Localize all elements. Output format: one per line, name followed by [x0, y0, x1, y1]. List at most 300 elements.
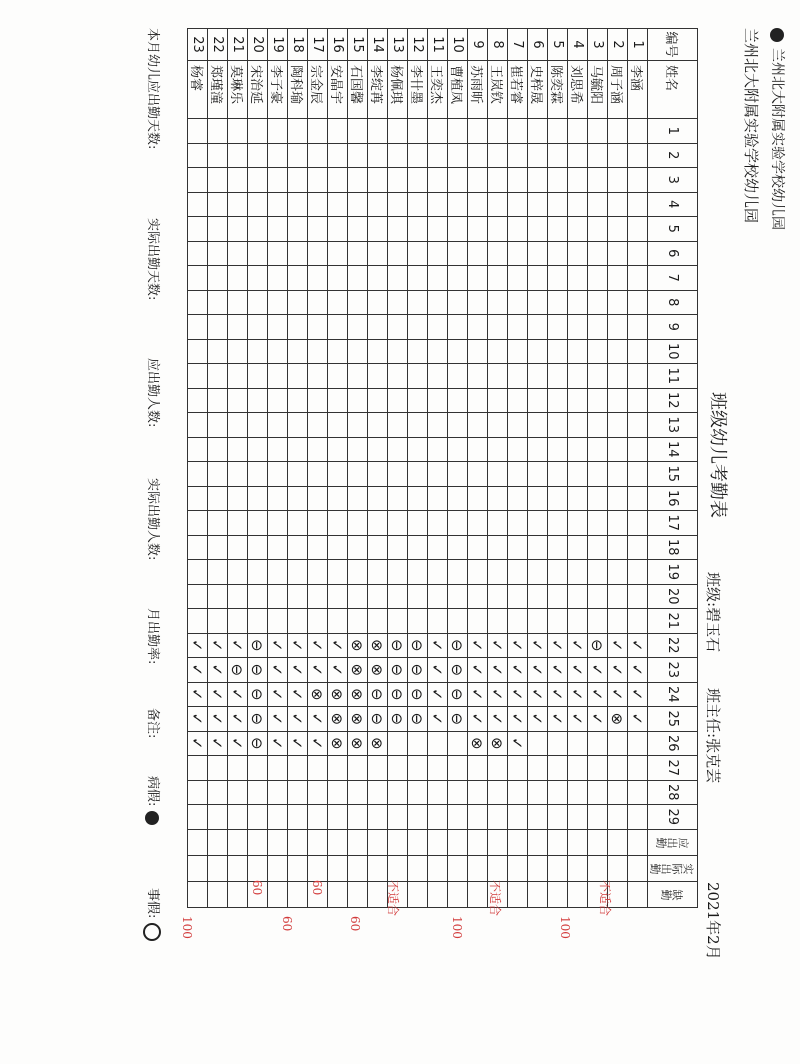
attendance-cell: [227, 487, 247, 512]
attendance-cell: [507, 536, 527, 561]
attendance-mark: ✓: [327, 658, 347, 683]
attendance-cell: [227, 413, 247, 438]
header-expected: 应出勤: [647, 830, 697, 856]
attendance-cell: [227, 560, 247, 585]
attendance-cell: [287, 487, 307, 512]
header-day: 27: [647, 756, 697, 781]
attendance-cell: [267, 609, 287, 634]
attendance-cell: [447, 413, 467, 438]
attendance-cell: [547, 364, 567, 389]
expected-cell: [287, 830, 307, 856]
attendance-cell: [427, 511, 447, 536]
row-number: 9: [467, 29, 487, 61]
attendance-cell: [327, 364, 347, 389]
attendance-mark: ⊖: [587, 634, 607, 659]
row-number: 10: [447, 29, 467, 61]
row-name: 宋治延: [247, 61, 267, 119]
header-day: 11: [647, 364, 697, 389]
row-number: 13: [387, 29, 407, 61]
attendance-cell: [207, 585, 227, 610]
attendance-cell: [547, 511, 567, 536]
absent-cell: [207, 882, 227, 908]
attendance-cell: [467, 315, 487, 340]
attendance-cell: [187, 242, 207, 267]
attendance-cell: [247, 462, 267, 487]
attendance-cell: [547, 462, 567, 487]
header-day: 15: [647, 462, 697, 487]
attendance-mark: ⊖: [247, 707, 267, 732]
attendance-mark: ✓: [207, 707, 227, 732]
attendance-cell: [407, 805, 427, 830]
attendance-cell: [527, 364, 547, 389]
attendance-mark: ✓: [527, 707, 547, 732]
attendance-cell: [367, 364, 387, 389]
attendance-cell: [467, 389, 487, 414]
handwritten-note: 不适合: [488, 880, 502, 917]
attendance-mark: ✓: [227, 683, 247, 708]
attendance-cell: [267, 340, 287, 365]
attendance-mark: ✓: [567, 683, 587, 708]
attendance-cell: [227, 315, 247, 340]
attendance-cell: [507, 144, 527, 169]
attendance-mark: ✓: [567, 634, 587, 659]
attendance-cell: [447, 462, 467, 487]
header-day: 3: [647, 168, 697, 193]
attendance-cell: [507, 413, 527, 438]
attendance-cell: [567, 781, 587, 806]
attendance-mark: ⊖: [387, 658, 407, 683]
attendance-cell: [187, 315, 207, 340]
attendance-cell: [387, 805, 407, 830]
attendance-cell: [627, 805, 647, 830]
attendance-cell: [387, 413, 407, 438]
attendance-mark: ✓: [207, 658, 227, 683]
attendance-cell: [367, 462, 387, 487]
attendance-cell: [267, 462, 287, 487]
attendance-cell: [287, 144, 307, 169]
attendance-mark: ⊖: [367, 683, 387, 708]
attendance-mark: ⊖: [407, 658, 427, 683]
attendance-cell: [487, 609, 507, 634]
attendance-cell: [347, 193, 367, 218]
attendance-cell: [467, 487, 487, 512]
attendance-cell: [267, 511, 287, 536]
attendance-cell: [247, 413, 267, 438]
attendance-cell: [347, 217, 367, 242]
attendance-cell: [547, 119, 567, 144]
attendance-cell: [607, 315, 627, 340]
attendance-cell: [267, 217, 287, 242]
row-name: 刘思希: [567, 61, 587, 119]
attendance-cell: [427, 364, 447, 389]
attendance-mark: ✓: [267, 683, 287, 708]
header-day: 9: [647, 315, 697, 340]
attendance-cell: [247, 536, 267, 561]
attendance-cell: [227, 536, 247, 561]
attendance-cell: [447, 781, 467, 806]
attendance-cell: [567, 340, 587, 365]
header-day: 19: [647, 560, 697, 585]
attendance-mark: ✓: [467, 683, 487, 708]
attendance-mark: ✓: [427, 658, 447, 683]
attendance-cell: [567, 144, 587, 169]
attendance-cell: [607, 119, 627, 144]
attendance-mark: ⊗: [487, 732, 507, 757]
header-day: 4: [647, 193, 697, 218]
attendance-cell: [527, 193, 547, 218]
attendance-mark: ✓: [207, 683, 227, 708]
attendance-cell: [367, 511, 387, 536]
footer-remark: 备注:: [145, 708, 160, 739]
expected-cell: [427, 830, 447, 856]
header-day: 7: [647, 266, 697, 291]
row-number: 19: [267, 29, 287, 61]
attendance-cell: [487, 413, 507, 438]
header-day: 8: [647, 291, 697, 316]
attendance-cell: [347, 511, 367, 536]
attendance-cell: [567, 291, 587, 316]
attendance-cell: [487, 144, 507, 169]
attendance-mark: ✓: [587, 707, 607, 732]
attendance-mark: ✓: [507, 634, 527, 659]
attendance-cell: [467, 242, 487, 267]
attendance-cell: [267, 438, 287, 463]
attendance-cell: [247, 511, 267, 536]
header-day: 26: [647, 732, 697, 757]
attendance-cell: [307, 536, 327, 561]
header-day: 2: [647, 144, 697, 169]
attendance-cell: [507, 242, 527, 267]
attendance-cell: [287, 536, 307, 561]
attendance-cell: [627, 609, 647, 634]
attendance-mark: ✓: [467, 707, 487, 732]
row-name: 王岚钦: [487, 61, 507, 119]
attendance-mark: ✓: [207, 634, 227, 659]
attendance-cell: [387, 438, 407, 463]
attendance-cell: [487, 291, 507, 316]
attendance-cell: [307, 144, 327, 169]
attendance-cell: [447, 168, 467, 193]
attendance-cell: [287, 291, 307, 316]
attendance-mark: ✓: [327, 634, 347, 659]
header-day: 28: [647, 781, 697, 806]
attendance-cell: [287, 438, 307, 463]
attendance-cell: [307, 756, 327, 781]
header-day: 12: [647, 389, 697, 414]
actual-cell: [187, 856, 207, 882]
attendance-cell: [607, 291, 627, 316]
attendance-cell: [527, 168, 547, 193]
absent-cell: [527, 882, 547, 908]
attendance-cell: [467, 364, 487, 389]
attendance-cell: [627, 119, 647, 144]
actual-cell: [327, 856, 347, 882]
attendance-cell: [627, 340, 647, 365]
header-no: 编号: [647, 29, 697, 61]
school-name: 兰州北大附属实验学校幼儿园: [742, 28, 760, 224]
attendance-cell: [207, 119, 227, 144]
attendance-cell: [427, 217, 447, 242]
attendance-cell: [567, 732, 587, 757]
attendance-cell: [367, 487, 387, 512]
attendance-cell: [367, 266, 387, 291]
attendance-cell: [367, 413, 387, 438]
absent-cell: [367, 882, 387, 908]
actual-cell: [247, 856, 267, 882]
attendance-cell: [207, 805, 227, 830]
attendance-cell: [207, 340, 227, 365]
attendance-cell: [467, 560, 487, 585]
attendance-cell: [407, 585, 427, 610]
attendance-cell: [507, 781, 527, 806]
attendance-cell: [547, 487, 567, 512]
attendance-cell: [247, 242, 267, 267]
attendance-cell: [387, 291, 407, 316]
attendance-cell: [587, 266, 607, 291]
attendance-cell: [607, 242, 627, 267]
attendance-cell: [247, 364, 267, 389]
row-name: 周子涵: [607, 61, 627, 119]
attendance-cell: [547, 389, 567, 414]
attendance-cell: [627, 462, 647, 487]
attendance-cell: [627, 168, 647, 193]
attendance-mark: ✓: [547, 683, 567, 708]
attendance-cell: [207, 144, 227, 169]
attendance-cell: [207, 193, 227, 218]
attendance-cell: [527, 462, 547, 487]
attendance-cell: [547, 266, 567, 291]
expected-cell: [387, 830, 407, 856]
attendance-cell: [587, 364, 607, 389]
handwritten-note: 100: [450, 916, 464, 939]
attendance-cell: [187, 389, 207, 414]
attendance-cell: [247, 487, 267, 512]
attendance-cell: [467, 781, 487, 806]
handwritten-note: 不适合: [598, 880, 612, 917]
attendance-cell: [547, 413, 567, 438]
header-day: 18: [647, 536, 697, 561]
attendance-mark: ✓: [267, 732, 287, 757]
attendance-cell: [207, 511, 227, 536]
attendance-cell: [267, 242, 287, 267]
attendance-cell: [347, 168, 367, 193]
attendance-cell: [587, 732, 607, 757]
attendance-cell: [607, 193, 627, 218]
row-number: 15: [347, 29, 367, 61]
logo-text: 兰州北大附属实验学校幼儿园: [769, 48, 785, 230]
attendance-cell: [367, 291, 387, 316]
row-number: 2: [607, 29, 627, 61]
attendance-cell: [527, 389, 547, 414]
attendance-cell: [307, 168, 327, 193]
attendance-cell: [607, 487, 627, 512]
attendance-cell: [587, 560, 607, 585]
attendance-cell: [547, 756, 567, 781]
attendance-mark: ✓: [487, 658, 507, 683]
attendance-cell: [627, 266, 647, 291]
attendance-cell: [207, 217, 227, 242]
attendance-cell: [427, 756, 447, 781]
attendance-cell: [567, 585, 587, 610]
attendance-cell: [587, 413, 607, 438]
attendance-cell: [527, 266, 547, 291]
attendance-cell: [307, 781, 327, 806]
attendance-cell: [347, 315, 367, 340]
attendance-cell: [267, 291, 287, 316]
attendance-cell: [207, 413, 227, 438]
attendance-cell: [627, 756, 647, 781]
attendance-cell: [547, 242, 567, 267]
attendance-cell: [287, 781, 307, 806]
attendance-cell: [347, 560, 367, 585]
attendance-cell: [187, 511, 207, 536]
attendance-mark: ✓: [287, 658, 307, 683]
attendance-cell: [447, 487, 467, 512]
attendance-cell: [327, 609, 347, 634]
attendance-cell: [267, 144, 287, 169]
row-number: 18: [287, 29, 307, 61]
absent-cell: [567, 882, 587, 908]
attendance-cell: [287, 266, 307, 291]
attendance-cell: [467, 511, 487, 536]
attendance-cell: [387, 168, 407, 193]
attendance-cell: [507, 364, 527, 389]
attendance-cell: [307, 560, 327, 585]
attendance-cell: [387, 487, 407, 512]
attendance-cell: [407, 315, 427, 340]
attendance-cell: [367, 609, 387, 634]
attendance-cell: [507, 438, 527, 463]
attendance-cell: [527, 413, 547, 438]
attendance-cell: [327, 340, 347, 365]
row-number: 6: [527, 29, 547, 61]
absent-cell: [267, 882, 287, 908]
absent-cell: [327, 882, 347, 908]
attendance-cell: [287, 315, 307, 340]
attendance-cell: [347, 413, 367, 438]
attendance-cell: [567, 756, 587, 781]
row-name: 马毓阳: [587, 61, 607, 119]
actual-cell: [507, 856, 527, 882]
actual-cell: [267, 856, 287, 882]
attendance-cell: [627, 536, 647, 561]
attendance-cell: [627, 242, 647, 267]
row-number: 8: [487, 29, 507, 61]
attendance-mark: ✓: [527, 634, 547, 659]
attendance-cell: [307, 315, 327, 340]
attendance-cell: [567, 315, 587, 340]
attendance-cell: [187, 364, 207, 389]
attendance-cell: [387, 536, 407, 561]
attendance-cell: [267, 781, 287, 806]
expected-cell: [347, 830, 367, 856]
attendance-cell: [267, 756, 287, 781]
header-day: 16: [647, 487, 697, 512]
attendance-mark: ✓: [287, 732, 307, 757]
absent-cell: [627, 882, 647, 908]
attendance-cell: [287, 364, 307, 389]
attendance-cell: [547, 168, 567, 193]
attendance-cell: [407, 560, 427, 585]
attendance-cell: [487, 781, 507, 806]
actual-cell: [227, 856, 247, 882]
handwritten-note: 不适合: [386, 880, 400, 917]
attendance-cell: [467, 291, 487, 316]
handwritten-note: 60: [348, 916, 362, 932]
attendance-cell: [227, 242, 247, 267]
attendance-cell: [287, 756, 307, 781]
attendance-mark: ✓: [427, 683, 447, 708]
handwritten-note: 100: [558, 916, 572, 939]
actual-cell: [447, 856, 467, 882]
attendance-cell: [207, 168, 227, 193]
expected-cell: [207, 830, 227, 856]
attendance-cell: [267, 487, 287, 512]
expected-cell: [567, 830, 587, 856]
attendance-cell: [627, 585, 647, 610]
attendance-cell: [367, 781, 387, 806]
attendance-cell: [227, 781, 247, 806]
attendance-cell: [447, 389, 467, 414]
attendance-cell: [247, 266, 267, 291]
attendance-cell: [447, 217, 467, 242]
row-name: 莫琳乐: [227, 61, 247, 119]
attendance-cell: [327, 168, 347, 193]
attendance-cell: [247, 291, 267, 316]
attendance-cell: [607, 511, 627, 536]
attendance-cell: [387, 193, 407, 218]
attendance-mark: ⊗: [467, 732, 487, 757]
attendance-mark: ⊗: [367, 658, 387, 683]
attendance-cell: [407, 291, 427, 316]
attendance-mark: ⊖: [247, 732, 267, 757]
attendance-cell: [347, 291, 367, 316]
expected-cell: [467, 830, 487, 856]
attendance-cell: [427, 487, 447, 512]
attendance-cell: [347, 805, 367, 830]
attendance-cell: [327, 413, 347, 438]
attendance-cell: [467, 119, 487, 144]
attendance-cell: [247, 609, 267, 634]
attendance-cell: [627, 732, 647, 757]
attendance-cell: [427, 732, 447, 757]
absent-cell: [187, 882, 207, 908]
attendance-cell: [527, 756, 547, 781]
attendance-cell: [227, 144, 247, 169]
attendance-cell: [287, 413, 307, 438]
attendance-mark: ✓: [567, 658, 587, 683]
attendance-mark: ⊖: [247, 658, 267, 683]
attendance-cell: [327, 585, 347, 610]
attendance-cell: [427, 413, 447, 438]
attendance-cell: [227, 193, 247, 218]
attendance-cell: [407, 217, 427, 242]
attendance-cell: [227, 462, 247, 487]
row-number: 3: [587, 29, 607, 61]
attendance-cell: [247, 144, 267, 169]
attendance-cell: [507, 609, 527, 634]
row-name: 陈奕霖: [547, 61, 567, 119]
attendance-cell: [187, 560, 207, 585]
attendance-cell: [247, 781, 267, 806]
attendance-cell: [587, 315, 607, 340]
attendance-cell: [507, 266, 527, 291]
attendance-mark: ✓: [267, 707, 287, 732]
attendance-cell: [347, 585, 367, 610]
attendance-mark: ✓: [587, 658, 607, 683]
attendance-cell: [487, 119, 507, 144]
attendance-cell: [207, 560, 227, 585]
